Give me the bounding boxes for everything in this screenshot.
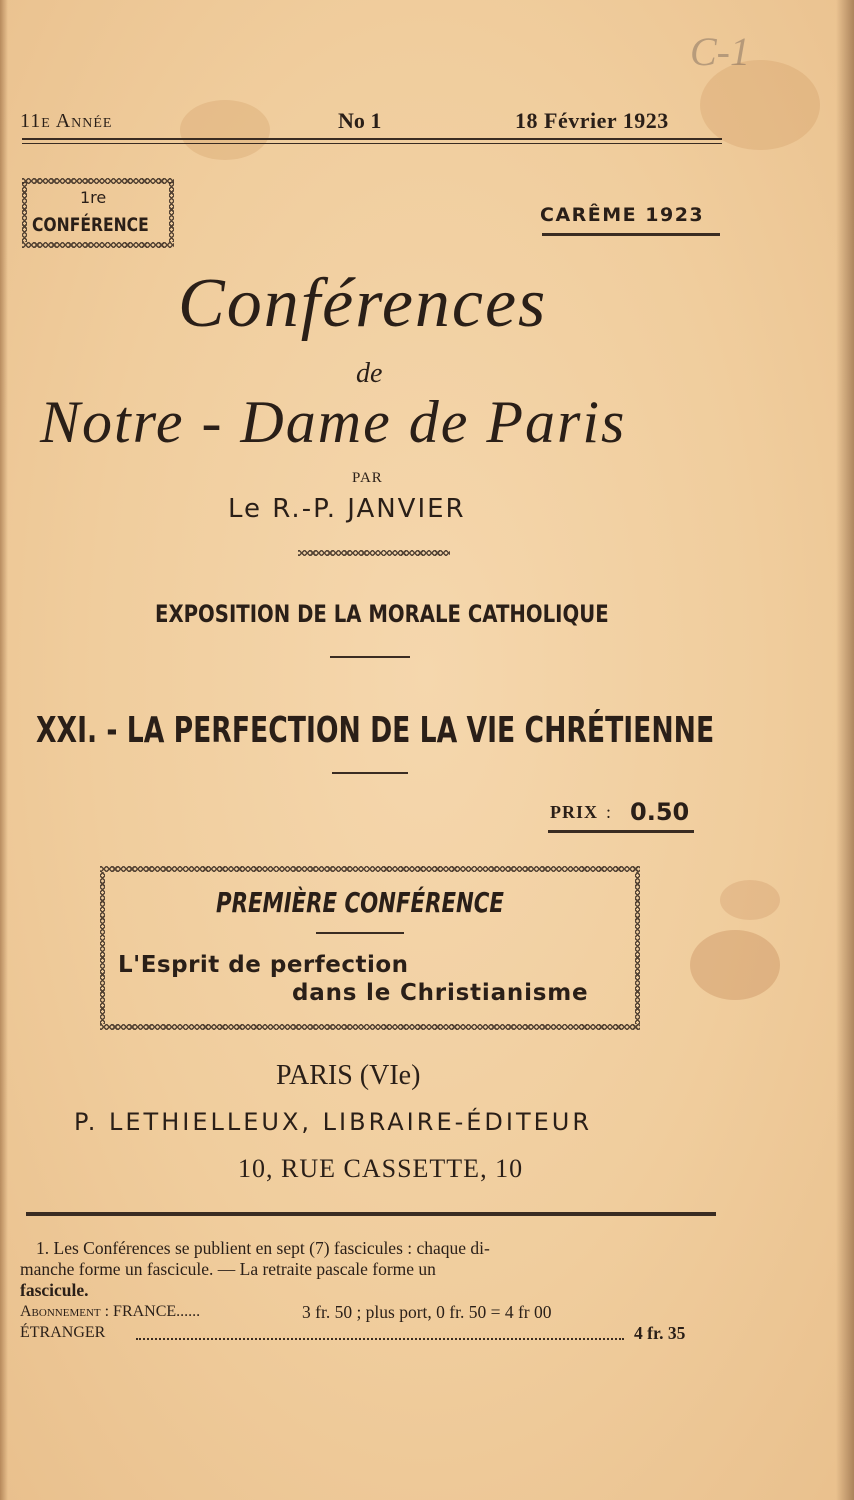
dot-leader: [136, 1338, 624, 1340]
footer-rule: [26, 1212, 716, 1216]
margin-note: C-1: [690, 29, 750, 74]
stain: [180, 100, 270, 160]
header-rule: [22, 138, 722, 140]
footnote-line2: manche forme un fascicule. — La retraite pascale forme un: [20, 1259, 436, 1279]
careme: CARÊME 1923: [540, 204, 705, 226]
footnote-line1: 1. Les Conférences se publient en sept (7) fascicules : chaque di-: [36, 1238, 490, 1258]
header-date: 18 Février 1923: [515, 108, 669, 133]
box-heading-rule: [316, 932, 404, 934]
box-heading: PREMIÈRE CONFÉRENCE: [216, 886, 504, 919]
right-edge-shadow: [836, 0, 854, 1500]
stain: [690, 930, 780, 1000]
price-label: PRIX: [550, 802, 598, 822]
subject-rule: [332, 772, 408, 774]
publisher-address: 10, RUE CASSETTE, 10: [238, 1154, 524, 1183]
publisher-city: PARIS (VIe): [276, 1060, 421, 1091]
series-title: EXPOSITION DE LA MORALE CATHOLIQUE: [155, 600, 609, 628]
price-rule: [548, 830, 694, 833]
footnote-line3: fascicule.: [20, 1280, 89, 1300]
author-par: PAR: [352, 470, 383, 486]
ornament-rule: [298, 550, 450, 556]
abonnement-label: Abonnement : FRANCE......: [20, 1303, 201, 1320]
subject-title: XXI. - LA PERFECTION DE LA VIE CHRÉTIENNE: [36, 710, 715, 751]
conference-badge: [22, 178, 174, 248]
etranger-label: ÉTRANGER: [20, 1324, 106, 1341]
header-numero: No 1: [338, 108, 382, 133]
author-name: Le R.-P. JANVIER: [228, 494, 466, 524]
stain: [720, 880, 780, 920]
left-edge-shadow: [0, 0, 8, 1500]
series-rule: [330, 656, 410, 658]
box-line2: dans le Christianisme: [292, 980, 589, 1006]
title-de: de: [356, 358, 383, 389]
abonnement-value: 3 fr. 50 ; plus port, 0 fr. 50 = 4 fr 00: [302, 1302, 552, 1322]
badge-label: CONFÉRENCE: [32, 214, 149, 236]
etranger-value: 4 fr. 35: [634, 1323, 686, 1343]
header-rule-2: [22, 143, 722, 144]
price-sep: :: [606, 802, 612, 822]
header-annee: 11e Année: [20, 110, 113, 132]
conference-box: [100, 866, 640, 1030]
careme-rule: [542, 233, 720, 236]
publisher-name: P. LETHIELLEUX, LIBRAIRE-ÉDITEUR: [74, 1108, 593, 1136]
badge-number: 1re: [80, 188, 107, 207]
box-line1: L'Esprit de perfection: [118, 952, 409, 978]
price-value: 0.50: [630, 798, 690, 826]
title-notre-dame: Notre - Dame de Paris: [40, 389, 627, 455]
title-conferences: Conférences: [178, 265, 548, 342]
